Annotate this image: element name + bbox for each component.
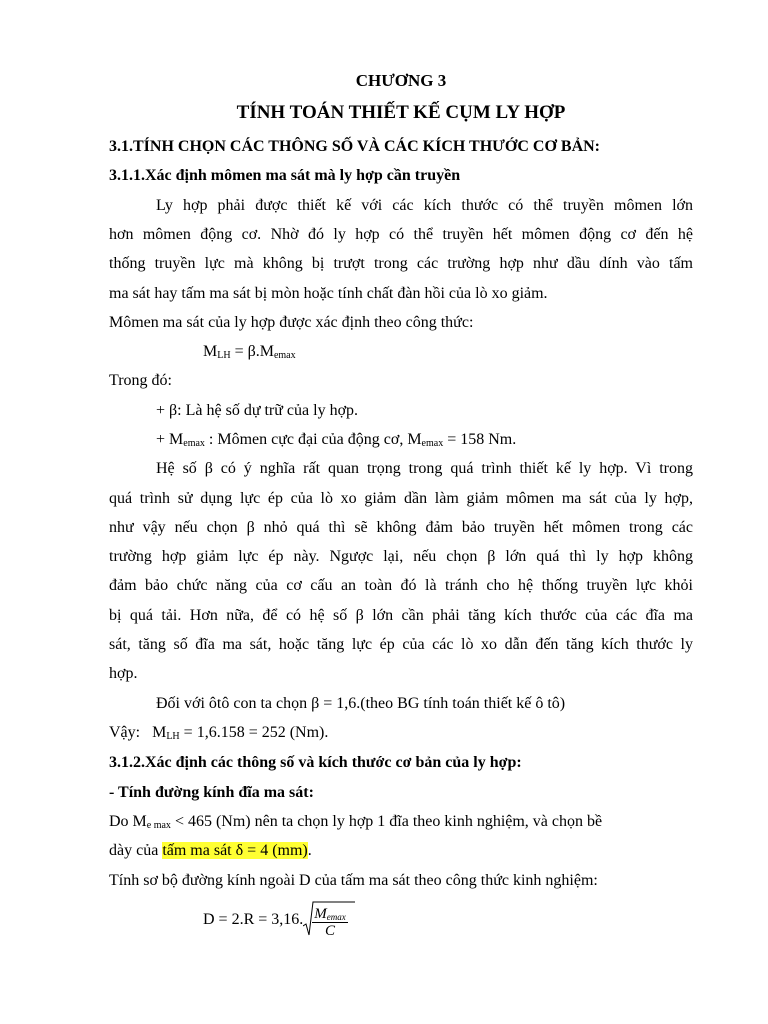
subsection-heading-1: 3.1.1.Xác định mômen ma sát mà ly hợp cần truyền: [109, 167, 461, 184]
subsection-heading-3: - Tính đường kính đĩa ma sát:: [109, 784, 314, 801]
bullet-item: + β: Là hệ số dự trữ của ly hợp.: [156, 402, 359, 419]
paragraph-line: trường hợp giảm lực ép này. Ngược lại, nếu chọn β lớn quá thì ly hợp không: [109, 548, 693, 565]
paragraph-line: Hệ số β có ý nghĩa rất quan trọng trong quá trình thiết kế ly hợp. Vì trong: [156, 460, 693, 477]
paragraph-line: như vậy nếu chọn β nhỏ quá thì sẽ không đảm bảo truyền hết mômen trong các: [109, 519, 693, 536]
paragraph-line: đảm bảo chức năng của cơ cấu an toàn đó là tránh cho hệ thống truyền lực khỏi: [109, 577, 693, 594]
paragraph-line: Tính sơ bộ đường kính ngoài D của tấm ma sát theo công thức kinh nghiệm:: [109, 872, 598, 889]
paragraph-line: Ly hợp phải được thiết kế với các kích thước có thể truyền mômen lớn: [156, 197, 693, 214]
formula-mlh: $M_{LH} = \beta.M_{emax}$: [203, 343, 296, 361]
paragraph-line: hơn mômen động cơ. Nhờ đó ly hợp có thể truyền hết mômen động cơ đến hệ: [109, 226, 693, 243]
paragraph-line: quá trình sử dụng lực ép của lò xo giảm dần làm giảm mômen ma sát của ly hợp,: [109, 490, 693, 507]
paragraph-line: Mômen ma sát của ly hợp được xác định theo công thức:: [109, 314, 474, 331]
paragraph-line: sát, tăng số đĩa ma sát, hoặc tăng lực ép của các lò xo dẫn đến tăng kích thước ly: [109, 636, 693, 653]
sqrt-symbol: [303, 900, 348, 940]
paragraph-line: Đối với ôtô con ta chọn β = 1,6.(theo BG tính toán thiết kế ô tô): [156, 695, 566, 712]
paragraph-line: thống truyền lực mà không bị trượt trong các trường hợp như dầu dính vào tấm: [109, 255, 693, 272]
paragraph-line: hợp.: [109, 665, 138, 682]
bullet-item: + $M_{emax}$ : Mômen cực đại của động cơ, $M_{emax} = 158$ Nm.: [156, 431, 517, 449]
chapter-title: TÍNH TOÁN THIẾT KẾ CỤM LY HỢP: [236, 102, 566, 123]
where-label: Trong đó:: [109, 372, 172, 389]
highlighted-text: tấm ma sát δ = 4 (mm): [162, 842, 308, 859]
paragraph-line: bị quá tải. Hơn nữa, để có hệ số β lớn cần phải tăng kích thước của các đĩa ma: [109, 607, 693, 624]
section-heading: 3.1.TÍNH CHỌN CÁC THÔNG SỐ VÀ CÁC KÍCH THƯỚC CƠ BẢN:: [109, 138, 601, 155]
paragraph-line: dày của tấm ma sát δ = 4 (mm).: [109, 842, 312, 859]
paragraph-line: Do $M_{e max} < 465$ (Nm) nên ta chọn ly hợp 1 đĩa theo kinh nghiệm, và chọn bề: [109, 813, 603, 831]
paragraph-line: ma sát hay tấm ma sát bị mòn hoặc tính chất đàn hồi của lò xo giảm.: [109, 285, 548, 302]
fraction: $\frac{M_{emax}}{C}$: [314, 905, 346, 939]
formula-diameter: D = 2.R = 3,16. $\frac{M_{emax}}{C}$: [203, 900, 693, 940]
chapter-heading: CHƯƠNG 3: [355, 71, 447, 90]
result-line: Vậy: $M_{LH} = 1,6.158 = 252$ (Nm).: [109, 724, 329, 742]
subsection-heading-2: 3.1.2.Xác định các thông số và kích thước cơ bản của ly hợp:: [109, 754, 522, 771]
